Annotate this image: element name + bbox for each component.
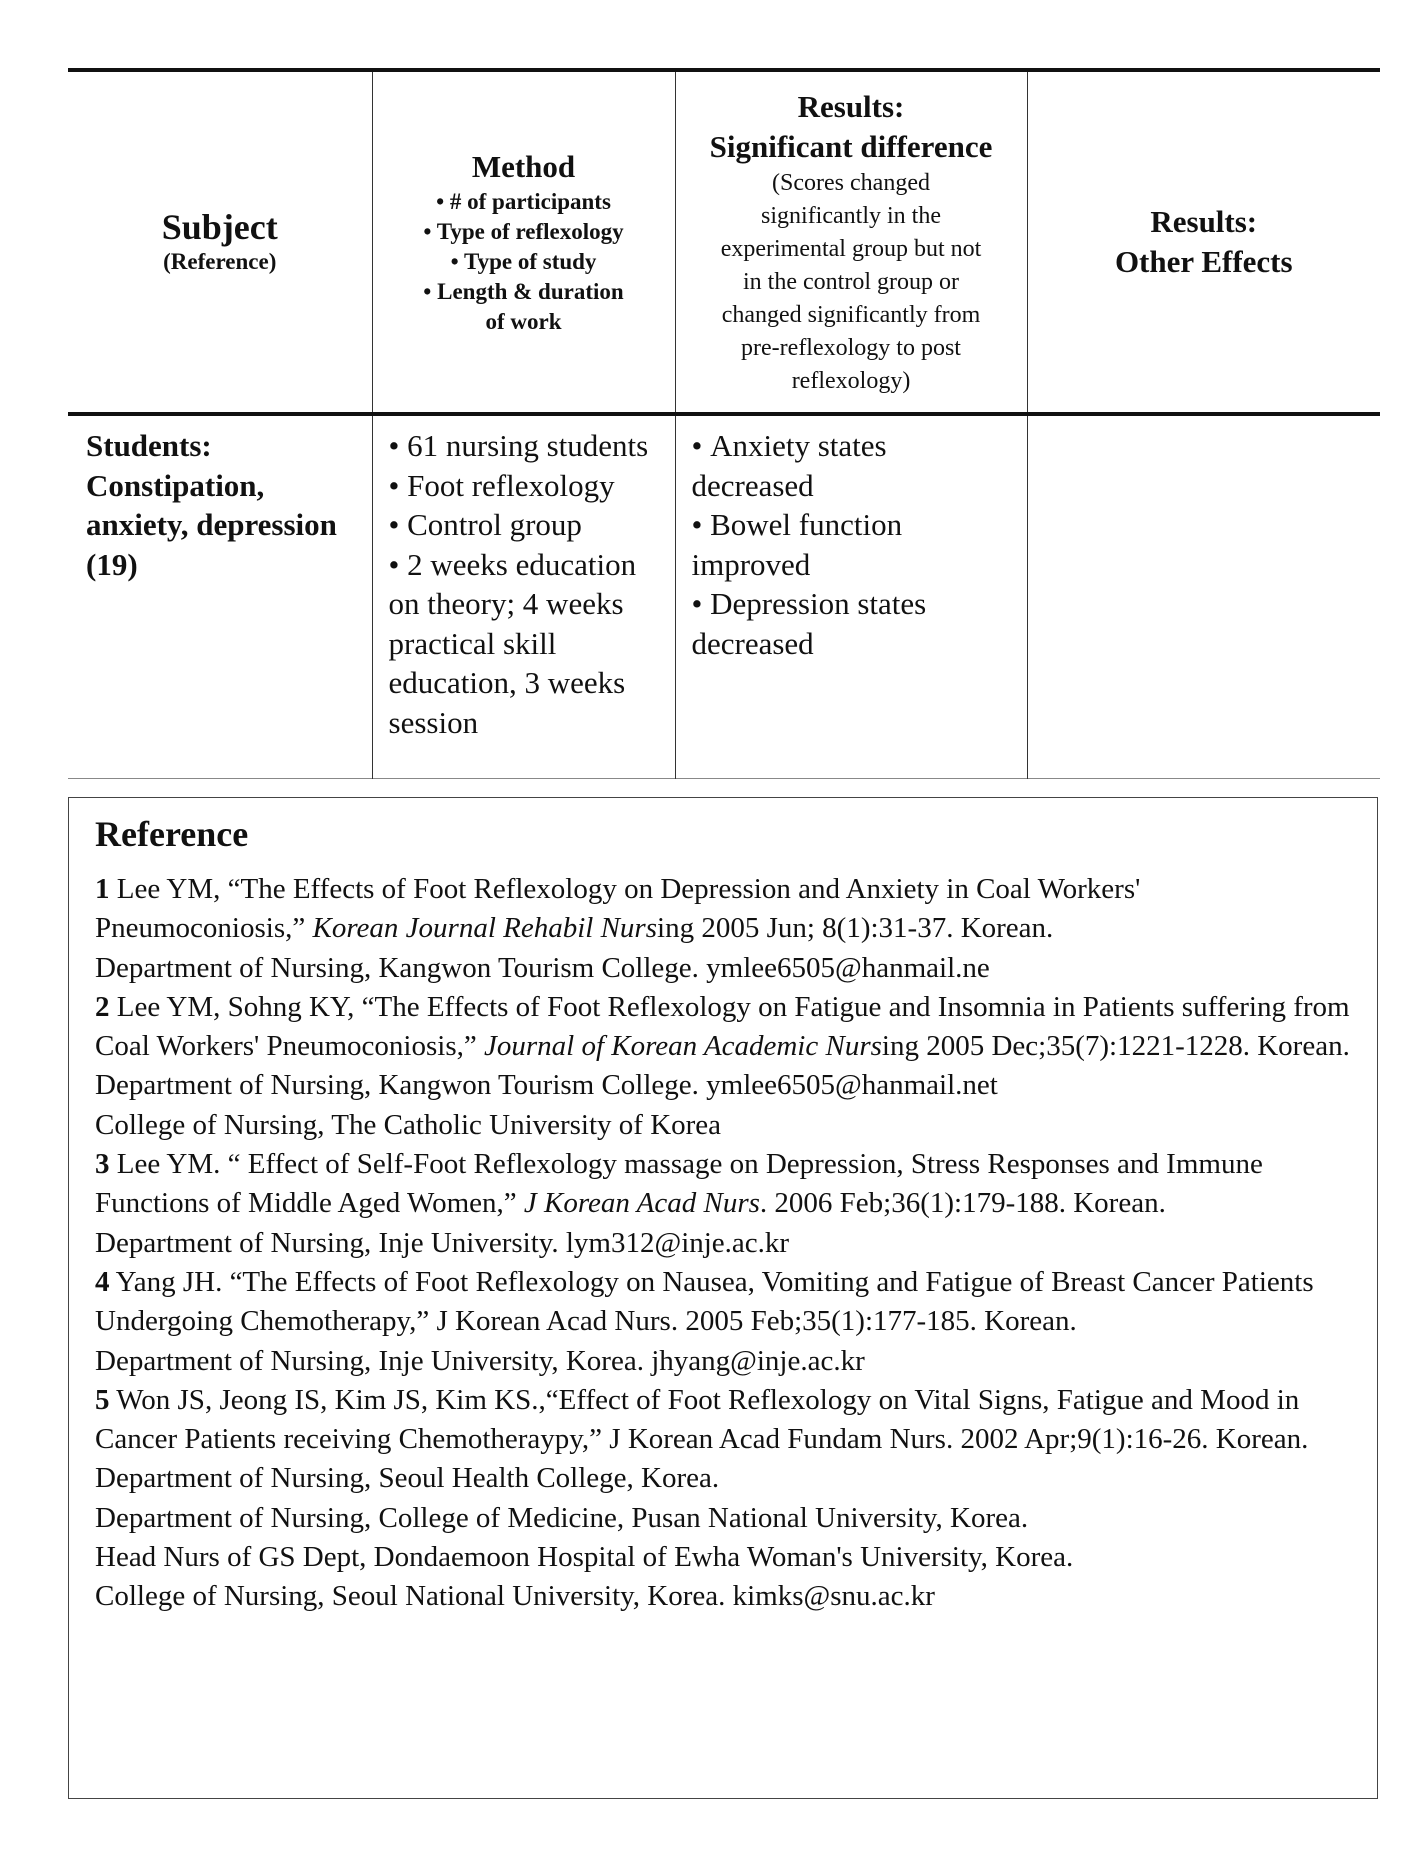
header-results-sig-note: significantly in the [761, 202, 941, 229]
reference-number: 3 [95, 1148, 110, 1181]
reference-text: . 2006 Feb;36(1):179-188. Korean. [759, 1187, 1166, 1220]
result-item: • Bowel function improved [692, 505, 1011, 584]
cell-subject: Students: Constipation, anxiety, depression (19) [86, 428, 337, 582]
reference-text: Yang JH. “The Effects of Foot Reflexology on Nausea, Vomiting and Fatigue of Breast Cancer Patients Undergoing Chemotherapy,” J Korean Acad Nurs. 2005 Feb;35(1):177-185. Korean. [95, 1265, 1314, 1338]
reflexology-table-container [68, 68, 1380, 779]
header-results-sig-note: (Scores changed [772, 169, 930, 196]
header-method-item: • Type of study [450, 249, 597, 274]
reference-text: Lee YM, Sohng KY, “The Effects of Foot Reflexology on Fatigue and Insomnia in Patients suffering from Coal Workers' Pneumoconiosis,” [95, 990, 1350, 1063]
header-results-sig-note: changed significantly from [721, 301, 981, 328]
method-item: • Foot reflexology [389, 466, 659, 506]
reference-text: Lee YM, “The Effects of Foot Reflexology on Depression and Anxiety in Coal Workers' Pneumoconiosis,” [95, 873, 1141, 945]
header-results-significant [675, 70, 1027, 414]
reference-title: Reference [95, 814, 249, 854]
reference-number: 1 [95, 873, 110, 905]
reference-affiliation: Department of Nursing, Inje University, Korea. jhyang@inje.ac.kr [95, 1344, 865, 1377]
header-method-item: • # of participants [436, 189, 611, 214]
reference-affiliation: Department of Nursing, Seoul Health College, Korea. [95, 1462, 720, 1495]
header-subject [68, 70, 372, 414]
header-method-item: • Type of reflexology [423, 219, 624, 244]
result-item: • Depression states decreased [692, 584, 1011, 663]
header-method-title: Method [471, 149, 576, 184]
header-method-item: • Length & duration [423, 279, 624, 304]
header-results-sig-note: in the control group or [743, 268, 959, 295]
reference-text: ing 2005 Jun; 8(1):31-37. Korean. [657, 912, 1054, 945]
reference-entry [95, 1145, 1351, 1224]
reference-journal: J Korean Acad Nurs [523, 1187, 760, 1220]
reference-entry [95, 870, 1351, 949]
method-item: • Control group [389, 505, 659, 545]
header-results-sig-title1: Results: [797, 88, 905, 124]
result-item: • Anxiety states decreased [692, 426, 1011, 505]
header-results-other-title1: Results: [1150, 204, 1258, 239]
header-results-other-title2: Other Effects [1114, 244, 1293, 279]
reference-affiliation: Department of Nursing, Kangwon Tourism College. ymlee6505@hanmail.ne [95, 951, 990, 984]
reference-entry [95, 1381, 1351, 1460]
reference-text: Lee YM. “ Effect of Self-Foot Reflexology massage on Depression, Stress Responses and Immune Functions of Middle Aged Women,” [95, 1148, 1263, 1220]
header-subject-title: Subject [161, 207, 278, 247]
header-results-sig-note: pre-reflexology to post [741, 334, 961, 361]
cell-results-significant [675, 414, 1027, 779]
reference-affiliation: Department of Nursing, Kangwon Tourism College. ymlee6505@hanmail.net [95, 1069, 998, 1102]
table-row [68, 414, 1380, 779]
method-item: • 61 nursing students [389, 426, 659, 466]
reference-journal: Korean Journal Rehabil Nurs [312, 912, 658, 945]
header-results-sig-title2: Significant difference [709, 128, 993, 164]
header-results-sig-note: experimental group but not [720, 235, 982, 262]
method-list [389, 426, 659, 742]
reference-affiliation: College of Nursing, The Catholic University of Korea [95, 1108, 722, 1141]
reference-journal: Journal of Korean Academic Nurs [483, 1030, 882, 1063]
header-results-sig-note: reflexology) [791, 367, 911, 394]
reference-affiliation: Head Nurs of GS Dept, Dondaemoon Hospital of Ewha Woman's University, Korea. [95, 1541, 1074, 1574]
header-subject-sub: (Reference) [163, 249, 277, 274]
reference-entry [95, 988, 1351, 1067]
reference-number: 5 [95, 1383, 110, 1416]
reference-number: 2 [95, 990, 110, 1023]
results-list [692, 426, 1011, 663]
table-header-row [68, 70, 1380, 414]
cell-results-other [1027, 414, 1380, 779]
header-method-item: of work [485, 309, 562, 334]
reference-entry [95, 1263, 1351, 1342]
reference-text: Won JS, Jeong IS, Kim JS, Kim KS.,“Effect of Foot Reflexology on Vital Signs, Fatigue and Mood in Cancer Patients receiving Chemotheraypy,” J Korean Acad Fundam Nurs. 2002 Apr;9(1):16-26. Korean. [95, 1383, 1309, 1456]
reference-text: ing 2005 Dec;35(7):1221-1228. Korean. [881, 1030, 1350, 1063]
header-method [372, 70, 675, 414]
reference-affiliation: College of Nursing, Seoul National University, Korea. kimks@snu.ac.kr [95, 1580, 935, 1613]
reflexology-study-table [68, 68, 1380, 779]
header-results-other [1027, 70, 1380, 414]
reference-number: 4 [95, 1265, 110, 1298]
reference-affiliation: Department of Nursing, Inje University. lym312@inje.ac.kr [95, 1226, 790, 1259]
reference-box [68, 797, 1378, 1799]
reference-affiliation: Department of Nursing, College of Medicine, Pusan National University, Korea. [95, 1501, 1029, 1534]
method-item: • 2 weeks education on theory; 4 weeks practical skill education, 3 weeks session [389, 545, 659, 743]
cell-method [372, 414, 675, 779]
